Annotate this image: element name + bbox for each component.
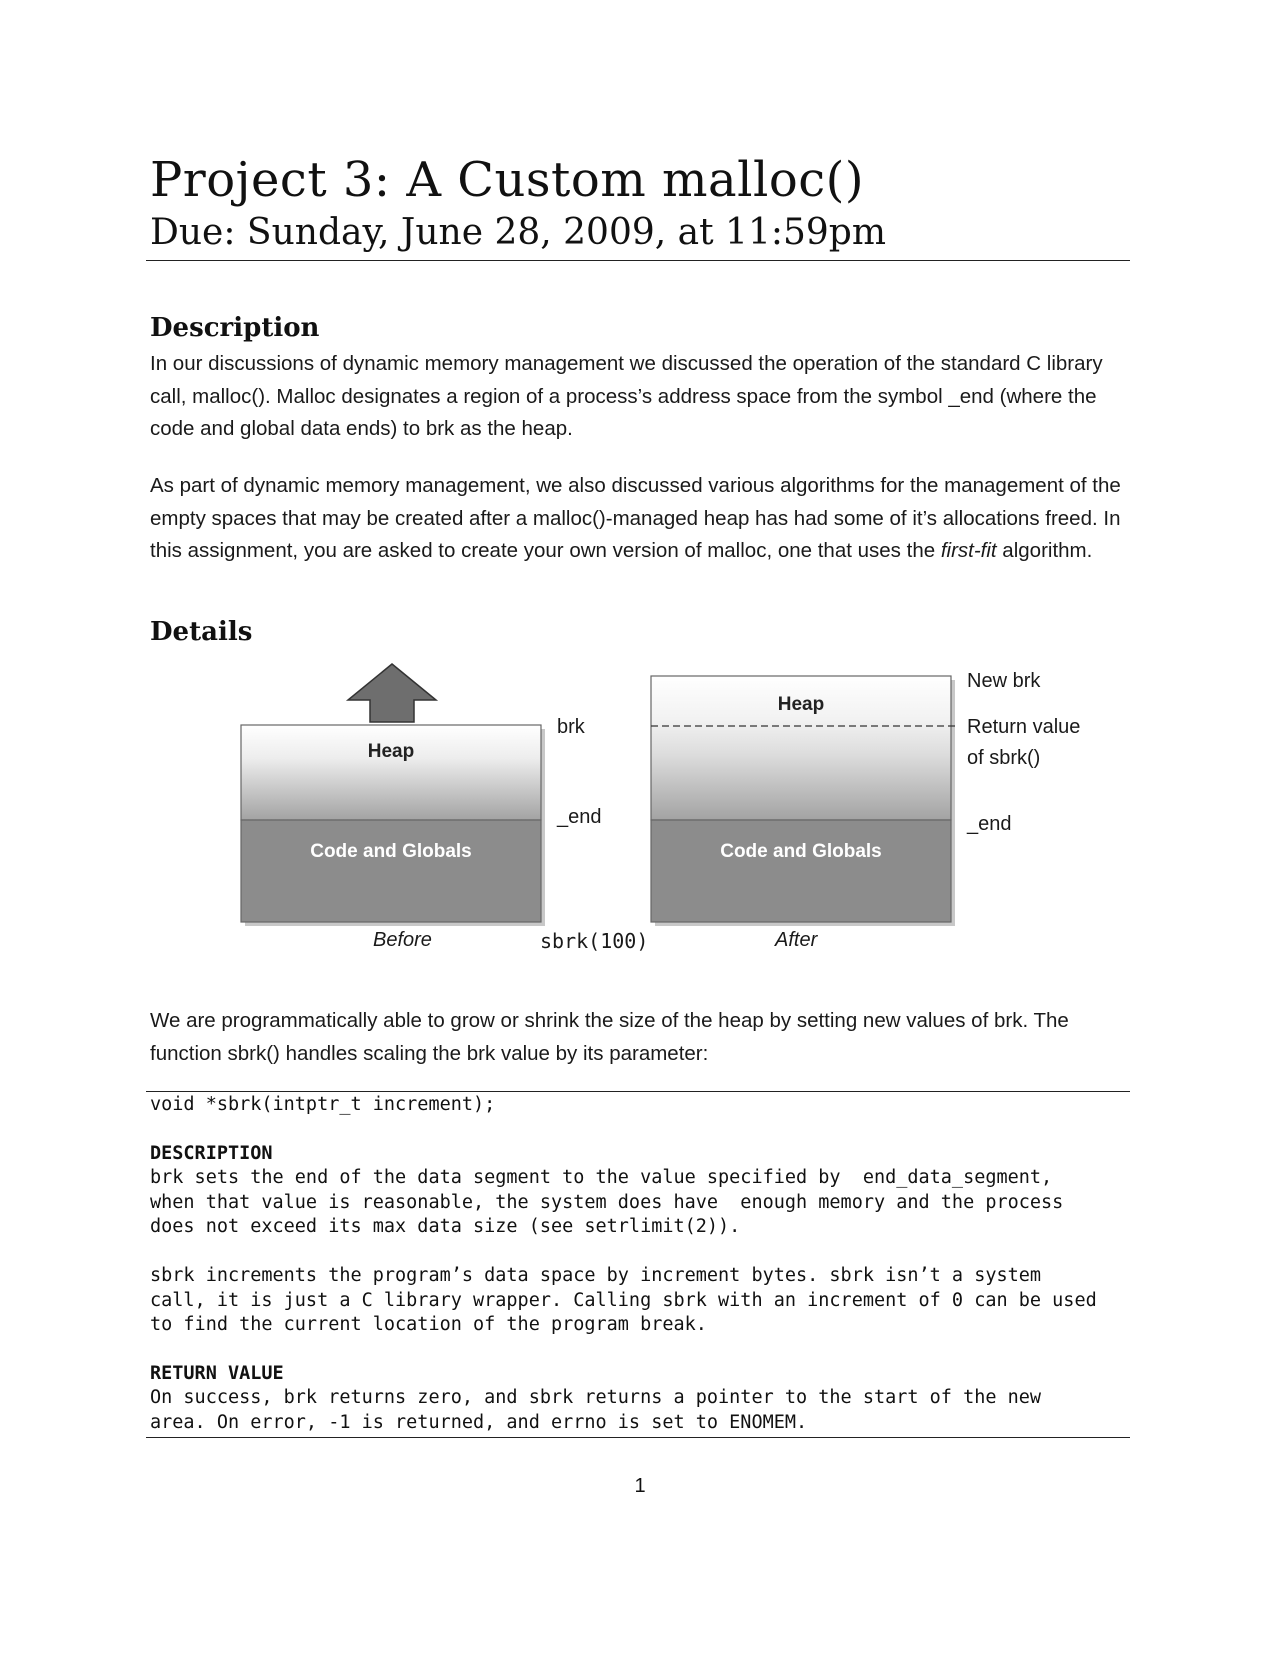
details-paragraph-text: We are programmatically able to grow or shrink the size of the heap by setting new values of brk. The function sbrk() handles scaling the brk value by its parameter: (150, 1009, 1069, 1065)
man-return-heading: RETURN VALUE (150, 1363, 284, 1384)
after-caption: After (775, 929, 818, 951)
description-paragraph-1 (150, 348, 1130, 446)
new-brk-label: New brk (967, 670, 1041, 692)
sbrk-diagram (0, 650, 1280, 980)
before-end-label: _end (557, 806, 602, 828)
para2-text-after: algorithm. (996, 539, 1093, 562)
before-brk-label: brk (557, 716, 585, 738)
description-heading: Description (150, 313, 320, 343)
before-code-block (241, 820, 541, 922)
sbrk-signature: void *sbrk(intptr_t increment); (150, 1094, 496, 1115)
before-heap-block (241, 725, 541, 820)
description-paragraph-2-text (150, 470, 1130, 568)
after-heap-label: Heap (777, 694, 825, 715)
man-return-text: On success, brk returns zero, and sbrk returns a pointer to the start of the new area. On error, -1 is returned, and errno is set to ENOMEM. (150, 1387, 1042, 1433)
after-end-label: _end (967, 813, 1012, 835)
title-rule (146, 260, 1130, 261)
man-description-heading: DESCRIPTION (150, 1143, 273, 1164)
page-number: 1 (634, 1475, 646, 1497)
description-paragraph-1-text: In our discussions of dynamic memory management we discussed the operation of the standard C library call, malloc(). Malloc designates a region of a process’s address space from the symbol _end (where the code and global data ends) to brk as the heap. (150, 352, 1103, 440)
before-code-label: Code and Globals (310, 841, 472, 862)
man-page-top-rule (146, 1091, 1130, 1092)
before-caption: Before (373, 929, 432, 951)
return-value-label-line2: of sbrk() (967, 747, 1041, 769)
before-heap-label: Heap (367, 741, 415, 762)
first-fit-emphasis: first-fit (940, 539, 997, 562)
after-code-label: Code and Globals (720, 841, 882, 862)
sbrk-call-label: sbrk(100) (540, 929, 649, 953)
after-code-block (651, 820, 951, 922)
details-paragraph (150, 1005, 1130, 1070)
details-heading: Details (150, 617, 253, 647)
document-title: Project 3: A Custom malloc() (150, 152, 865, 208)
return-value-label-line1: Return value (967, 716, 1081, 738)
man-description-p1: brk sets the end of the data segment to the value specified by end_data_segment, when that value is reasonable, the system does have enough memory and the process does not exceed its max data size (see setrlimit(2)). (150, 1167, 1064, 1237)
heap-growth-arrow-icon (348, 664, 436, 722)
man-description-p2: sbrk increments the program’s data space by increment bytes. sbrk isn’t a system call, it is just a C library wrapper. Calling sbrk with an increment of 0 can be used to find the current location of the program break. (150, 1265, 1097, 1335)
man-page-bottom-rule (146, 1437, 1130, 1438)
description-paragraph-2 (150, 470, 1130, 568)
para2-text-before: As part of dynamic memory management, we also discussed various algorithms for the management of the empty spaces that may be created after a malloc()-managed heap has had some of it’s allocations freed. In this assignment, you are asked to create your own version of malloc, one that uses the (150, 474, 1121, 562)
due-date: Due: Sunday, June 28, 2009, at 11:59pm (150, 212, 886, 253)
